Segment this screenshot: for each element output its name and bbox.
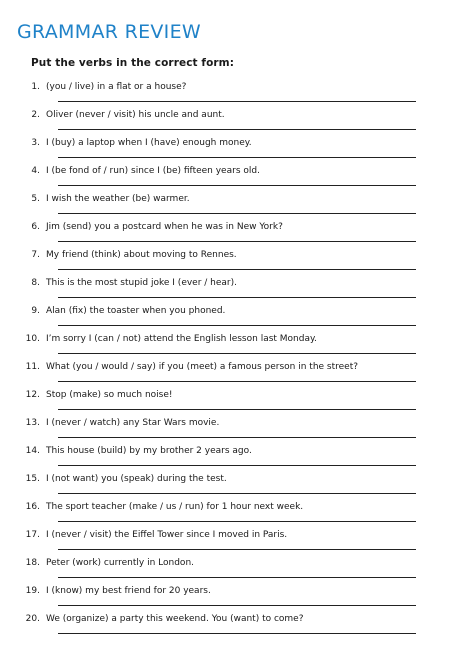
question-number: 9.: [31, 306, 40, 316]
question-text: I (not want) you (speak) during the test.: [46, 474, 227, 484]
question-text: Oliver (never / visit) his uncle and aunt.: [46, 110, 225, 120]
answer-line[interactable]: [58, 297, 416, 298]
answer-line[interactable]: [58, 437, 416, 438]
question-number: 7.: [31, 250, 40, 260]
question-text: I’m sorry I (can / not) attend the English lesson last Monday.: [46, 334, 317, 344]
answer-line[interactable]: [58, 269, 416, 270]
question-number: 19.: [25, 586, 40, 596]
question-number: 2.: [31, 110, 40, 120]
question-number: 4.: [31, 166, 40, 176]
question-number: 10.: [25, 334, 40, 344]
answer-line[interactable]: [58, 353, 416, 354]
question-item: [0, 165, 474, 193]
question-number: 16.: [25, 502, 40, 512]
question-item: [0, 305, 474, 333]
question-item: [0, 361, 474, 389]
question-item: [0, 417, 474, 445]
answer-line[interactable]: [58, 325, 416, 326]
question-text: This house (build) by my brother 2 years ago.: [46, 446, 252, 456]
answer-line[interactable]: [58, 157, 416, 158]
question-text: Alan (fix) the toaster when you phoned.: [46, 306, 226, 316]
answer-line[interactable]: [58, 185, 416, 186]
question-item: [0, 109, 474, 137]
question-text: Peter (work) currently in London.: [46, 558, 195, 568]
answer-line[interactable]: [58, 409, 416, 410]
question-item: [0, 333, 474, 361]
question-item: [0, 389, 474, 417]
question-item: [0, 473, 474, 501]
question-text: I (never / visit) the Eiffel Tower since I moved in Paris.: [46, 530, 288, 540]
question-text: I (never / watch) any Star Wars movie.: [46, 418, 220, 428]
answer-line[interactable]: [58, 381, 416, 382]
question-number: 5.: [31, 194, 40, 204]
question-item: [0, 249, 474, 277]
answer-line[interactable]: [58, 633, 416, 634]
question-item: [0, 529, 474, 557]
question-item: [0, 501, 474, 529]
answer-line[interactable]: [58, 241, 416, 242]
answer-line[interactable]: [58, 605, 416, 606]
question-number: 17.: [25, 530, 40, 540]
question-text: The sport teacher (make / us / run) for 1 hour next week.: [46, 502, 304, 512]
question-text: I (be fond of / run) since I (be) fifteen years old.: [46, 166, 260, 176]
instruction-text: Put the verbs in the correct form:: [31, 57, 234, 69]
question-text: My friend (think) about moving to Rennes.: [46, 250, 237, 260]
answer-line[interactable]: [58, 549, 416, 550]
question-text: I (know) my best friend for 20 years.: [46, 586, 211, 596]
question-number: 14.: [25, 446, 40, 456]
worksheet-title: GRAMMAR REVIEW: [17, 21, 201, 43]
question-number: 1.: [31, 82, 40, 92]
question-number: 8.: [31, 278, 40, 288]
question-text: Stop (make) so much noise!: [46, 390, 173, 400]
question-number: 11.: [25, 362, 40, 372]
question-item: [0, 445, 474, 473]
question-text: What (you / would / say) if you (meet) a famous person in the street?: [46, 362, 359, 372]
question-item: [0, 277, 474, 305]
question-item: [0, 585, 474, 613]
question-number: 12.: [25, 390, 40, 400]
question-item: [0, 613, 474, 641]
question-item: [0, 193, 474, 221]
question-number: 3.: [31, 138, 40, 148]
question-item: [0, 221, 474, 249]
question-text: This is the most stupid joke I (ever / hear).: [46, 278, 237, 288]
question-item: [0, 81, 474, 109]
question-text: I (buy) a laptop when I (have) enough money.: [46, 138, 252, 148]
question-number: 15.: [25, 474, 40, 484]
question-number: 6.: [31, 222, 40, 232]
answer-line[interactable]: [58, 577, 416, 578]
question-item: [0, 557, 474, 585]
question-number: 13.: [25, 418, 40, 428]
answer-line[interactable]: [58, 101, 416, 102]
question-text: I wish the weather (be) warmer.: [46, 194, 190, 204]
answer-line[interactable]: [58, 129, 416, 130]
question-text: We (organize) a party this weekend. You (want) to come?: [46, 614, 304, 624]
question-item: [0, 137, 474, 165]
question-number: 20.: [25, 614, 40, 624]
answer-line[interactable]: [58, 521, 416, 522]
question-text: Jim (send) you a postcard when he was in New York?: [46, 222, 283, 232]
question-number: 18.: [25, 558, 40, 568]
answer-line[interactable]: [58, 465, 416, 466]
question-text: (you / live) in a flat or a house?: [46, 82, 187, 92]
answer-line[interactable]: [58, 213, 416, 214]
answer-line[interactable]: [58, 493, 416, 494]
